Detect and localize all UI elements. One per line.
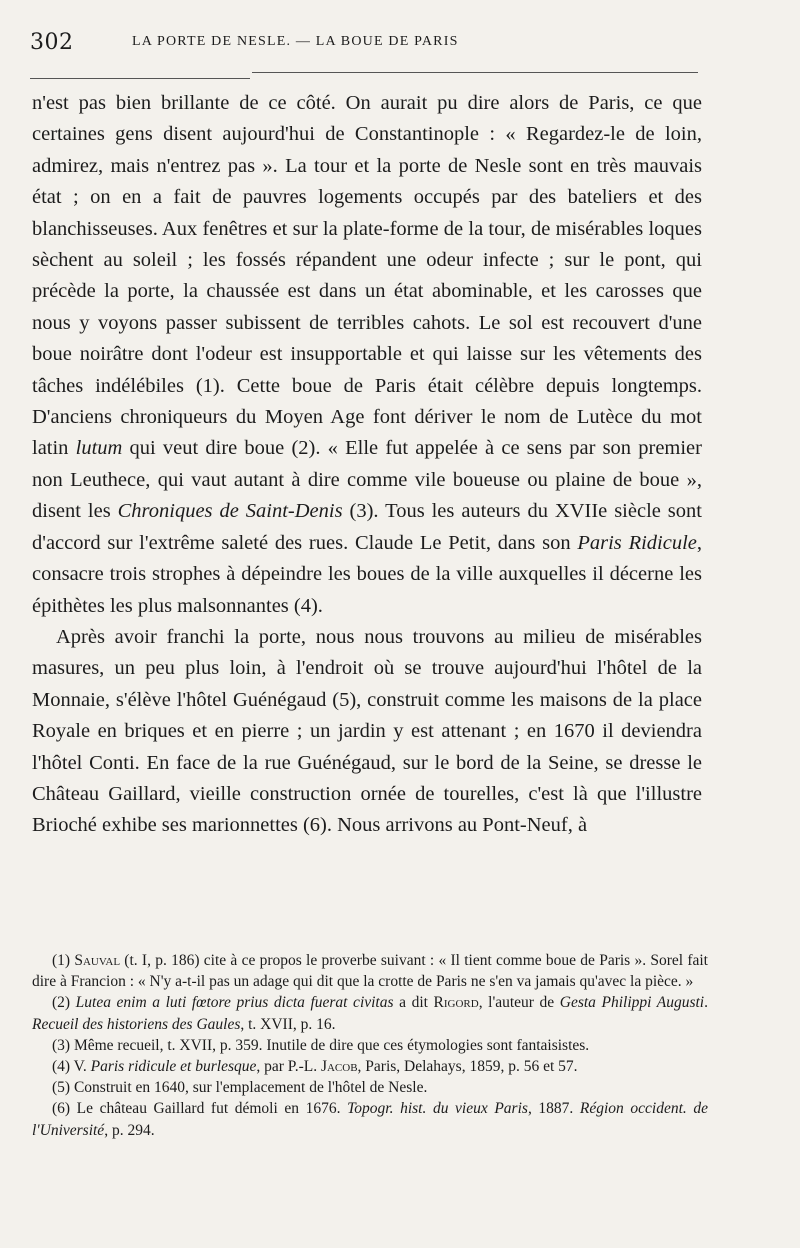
running-head: LA PORTE DE NESLE. — LA BOUE DE PARIS	[132, 34, 459, 49]
footnotes	[32, 950, 708, 1141]
author-name: Jacob	[320, 1058, 358, 1076]
work-title: Paris Ridicule	[577, 531, 697, 554]
footnote-2: (2) Lutea enim a luti fœtore prius dicta fuerat civitas a dit Rigord, l'auteur de Gesta Philippi Augusti. Recueil des historiens des Gaules, t. XVII, p. 16.	[32, 994, 708, 1033]
paragraph-1: n'est pas bien brillante de ce côté. On aurait pu dire alors de Paris, ce que certaines gens disent aujourd'hui de Constantinople : « Regardez-le de loin, admirez, mais n'entrez pas ». La tour et la porte de Nesle sont en très mauvais état ; on en a fait de pauvres logements occupés par des bateliers et des blanchisseuses. Aux fenêtres et sur la plate-forme de la tour, de misérables loques sèchent au soleil ; les fossés répandent une odeur infecte ; sur le pont, qui précède la porte, la chaussée est dans un état abominable, et les carosses que nous y voyons passer subissent de terribles cahots. Le sol est recouvert d'une boue noirâtre dont l'odeur est insupportable et qui laisse sur les vêtements des tâches indélébiles (1). Cette boue de Paris était célèbre depuis longtemps. D'anciens chroniqueurs du Moyen Age font dériver le nom de Lutèce du mot latin lutum qui veut dire boue (2). « Elle fut appelée à ce sens par son premier non Leuthece, qui vaut autant à dire comme vile boueuse ou plaine de boue », disent les Chroniques de Saint-Denis (3). Tous les auteurs du XVIIe siècle sont d'accord sur l'extrême saleté des rues. Claude Le Petit, dans son Paris Ridicule, consacre trois strophes à dépeindre les boues de la ville auxquelles il décerne les épithètes les plus malsonnantes (4).	[32, 92, 702, 617]
main-text	[32, 88, 702, 842]
work-title: Chroniques de Saint-Denis	[117, 500, 343, 523]
author-name: Rigord	[433, 994, 479, 1012]
footnote-5: (5) Construit en 1640, sur l'emplacement de l'hôtel de Nesle.	[52, 1079, 428, 1097]
header-rule-right	[252, 72, 698, 73]
footnote-1: (1) Sauval (t. I, p. 186) cite à ce propos le proverbe suivant : « Il tient comme boue de Paris ». Sorel fait dire à Francion : « N'y a-t-il pas un adage qui dit que la crotte de Paris ne s'en va jamais qu'avec la pièce. »	[32, 952, 708, 991]
footnote-4: (4) V. Paris ridicule et burlesque, par P.-L. Jacob, Paris, Delahays, 1859, p. 56 et 57.	[52, 1058, 578, 1076]
author-name: Sauval	[74, 952, 121, 969]
paragraph-2: Après avoir franchi la porte, nous nous trouvons au milieu de misérables masures, un peu plus loin, à l'endroit où se trouve aujourd'hui l'hôtel de la Monnaie, s'élève l'hôtel Guénégaud (5), construit comme les maisons de la place Royale en briques et en pierre ; un jardin y est attenant ; en 1670 il deviendra l'hôtel Conti. En face de la rue Guénégaud, sur le bord de la Seine, se dresse le Château Gaillard, vieille construction ornée de tourelles, c'est là que l'illustre Brioché exhibe ses marionnettes (6). Nous arrivons au Pont-Neuf, à	[32, 625, 702, 837]
footnote-3: (3) Même recueil, t. XVII, p. 359. Inutile de dire que ces étymologies sont fantaisistes.	[52, 1036, 590, 1054]
footnote-6: (6) Le château Gaillard fut démoli en 1676. Topogr. hist. du vieux Paris, 1887. Région occident. de l'Université, p. 294.	[32, 1100, 708, 1139]
page-number: 302	[30, 30, 74, 55]
page-header	[30, 30, 700, 62]
latin-term: lutum	[75, 437, 123, 460]
header-rule-left	[30, 78, 250, 79]
